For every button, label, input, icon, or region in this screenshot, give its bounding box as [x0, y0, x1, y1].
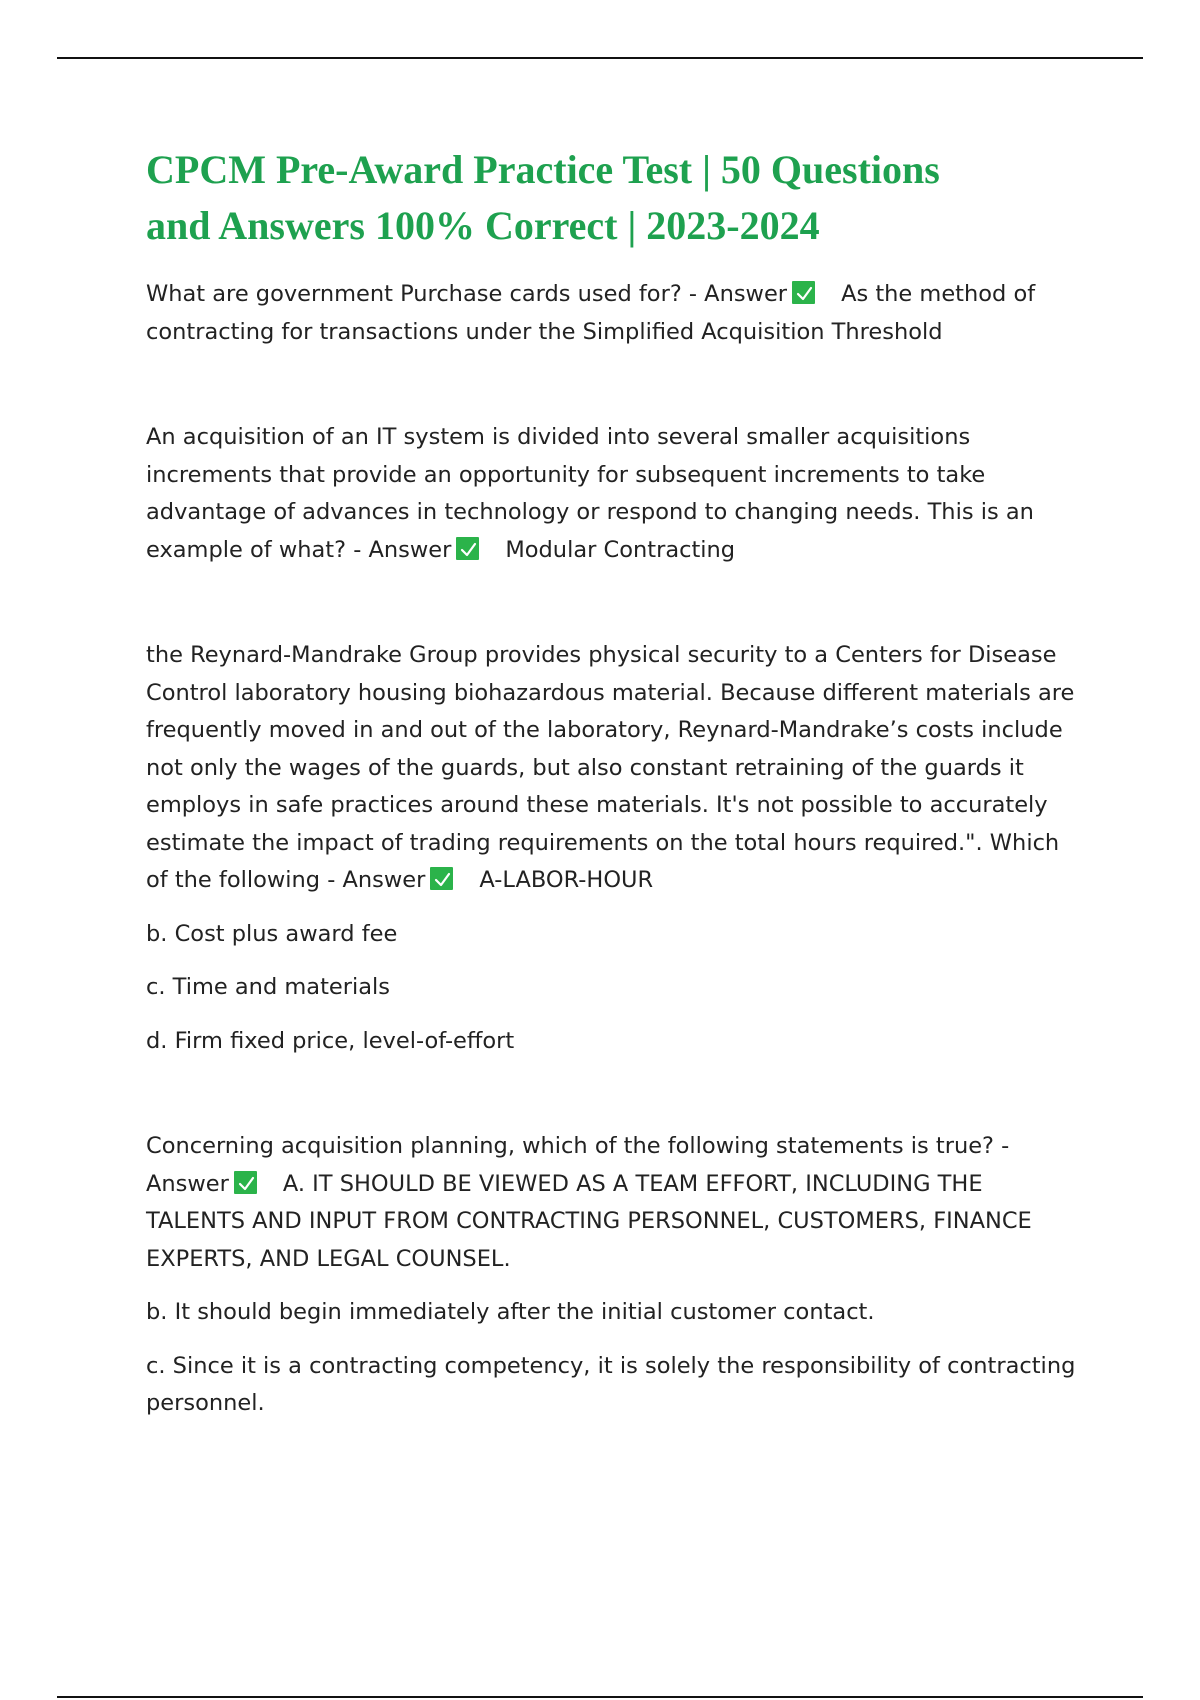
option-c: [146, 1348, 1086, 1423]
qa-item-2: [146, 419, 1086, 569]
question-line: advantage of advances in technology or respond to changing needs. This is an: [146, 499, 1034, 525]
answer-line: TALENTS AND INPUT FROM CONTRACTING PERSONNEL, CUSTOMERS, FINANCE: [146, 1208, 1032, 1234]
option-b: b. Cost plus award fee: [146, 920, 398, 947]
qa-item-1: [146, 276, 1086, 351]
question-line: Concerning acquisition planning, which of the following statements is true? -: [146, 1133, 1010, 1159]
question-text: [146, 419, 1086, 569]
question-line: What are government Purchase cards used for? - Answer: [146, 281, 788, 307]
question-line: frequently moved in and out of the laboratory, Reynard-Mandrake’s costs include: [146, 717, 1063, 743]
answer-text: A-LABOR-HOUR: [479, 867, 654, 893]
question-line: not only the wages of the guards, but also constant retraining of the guards it: [146, 754, 1024, 781]
option-c: c. Time and materials: [146, 974, 391, 1000]
top-rule: [57, 57, 1143, 59]
document-title: [146, 142, 1086, 254]
option-line: personnel.: [146, 1390, 265, 1416]
question-line: Answer: [146, 1170, 229, 1197]
question-line: contracting for transactions under the Simplified Acquisition Threshold: [146, 318, 943, 345]
answer-line: EXPERTS, AND LEGAL COUNSEL.: [146, 1245, 511, 1272]
answer-text: As the method of: [841, 281, 1036, 307]
question-text: [146, 637, 1086, 900]
check-mark-icon: [428, 865, 455, 892]
question-text: [146, 1128, 1086, 1278]
answer-text: Modular Contracting: [505, 536, 736, 563]
question-line: An acquisition of an IT system is divided into several smaller acquisitions: [146, 424, 971, 450]
bottom-rule: [57, 1696, 1143, 1698]
question-line: the Reynard-Mandrake Group provides physical security to a Centers for Disease: [146, 642, 1057, 668]
question-line: Control laboratory housing biohazardous material. Because different materials are: [146, 679, 1075, 706]
question-line: employs in safe practices around these materials. It's not possible to accurately: [146, 792, 1048, 818]
document-title-line-2: and Answers 100% Correct | 2023-2024: [146, 203, 820, 248]
check-mark-icon: [790, 279, 817, 306]
question-line: estimate the impact of trading requirements on the total hours required.". Which: [146, 829, 1060, 856]
answer-text: A. IT SHOULD BE VIEWED AS A TEAM EFFORT, INCLUDING THE: [282, 1170, 983, 1197]
question-line: increments that provide an opportunity for subsequent increments to take: [146, 461, 986, 488]
question-line: example of what? - Answer: [146, 536, 452, 563]
check-mark-icon: [454, 535, 481, 562]
document-title-line-1: CPCM Pre-Award Practice Test | 50 Questions: [146, 147, 940, 192]
check-mark-icon: [232, 1169, 259, 1196]
option-b: b. It should begin immediately after the initial customer contact.: [146, 1299, 875, 1325]
question-line: of the following - Answer: [146, 867, 426, 893]
question-text: [146, 276, 1086, 351]
option-d: d. Firm fixed price, level-of-effort: [146, 1027, 515, 1054]
document-body: [146, 142, 1086, 1423]
option-line: c. Since it is a contracting competency, it is solely the responsibility of contracting: [146, 1352, 1076, 1379]
qa-item-3: [146, 637, 1086, 1060]
qa-item-4: [146, 1128, 1086, 1423]
